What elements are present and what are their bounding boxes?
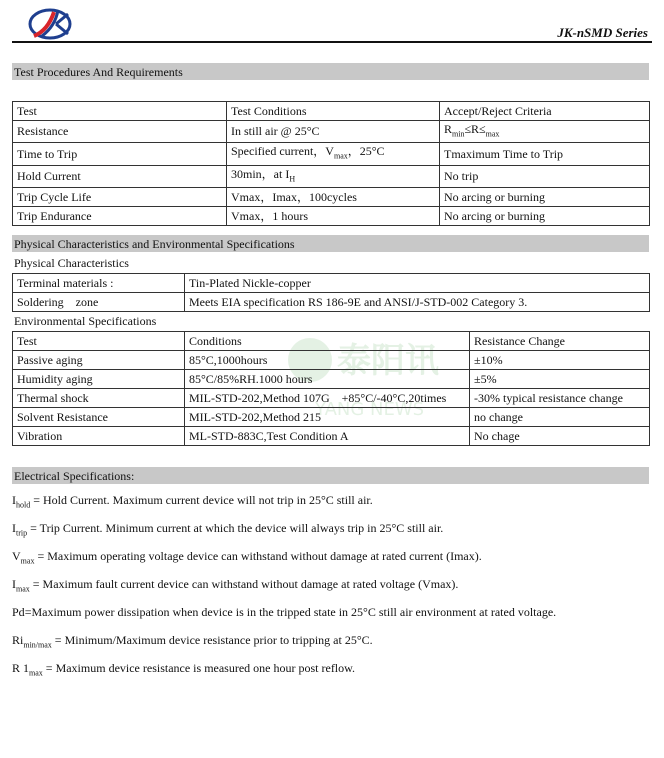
criteria-cell: No arcing or burning: [440, 207, 650, 226]
change-cell: ±5%: [470, 370, 650, 389]
table-row: [13, 207, 650, 226]
table-row: [13, 165, 650, 187]
test-cell: Trip Cycle Life: [13, 188, 227, 207]
condition-cell: ML-STD-883C,Test Condition A: [185, 427, 470, 446]
test-cell: Resistance: [13, 121, 227, 143]
header-divider: [12, 41, 652, 43]
table-header-row: [13, 102, 650, 121]
criteria-cell: No trip: [440, 165, 650, 187]
watermark-cn-text: 泰阳讯: [337, 341, 439, 381]
definition-ri: $Ri_{min/max}$ = Minimum/Maximum device resistance prior to tripping at 25°C.: [12, 633, 373, 650]
condition-cell: MIL-STD-202,Method 107G +85°C/-40°C,20times: [185, 389, 470, 408]
environmental-table: [12, 331, 650, 446]
criteria-cell: Tmaximum Time to Trip: [440, 143, 650, 165]
table-row: [13, 408, 650, 427]
section-test-procedures: Test Procedures And Requirements: [12, 63, 649, 80]
header-cell: Accept/Reject Criteria: [440, 102, 650, 121]
header-cell: Test: [13, 102, 227, 121]
section-electrical: Electrical Specifications:: [12, 467, 649, 484]
company-logo-icon: [26, 6, 72, 40]
property-cell: Soldering zone: [13, 293, 185, 312]
header-cell: Conditions: [185, 332, 470, 351]
table-header-row: [13, 332, 650, 351]
test-cell: Time to Trip: [13, 143, 227, 165]
definition-ihold: $I_{hold}$ = Hold Current. Maximum current device will not trip in 25°C still air.: [12, 493, 373, 510]
table-row: [13, 351, 650, 370]
condition-cell: Vmax，Imax，100cycles: [227, 188, 440, 207]
condition-cell: MIL-STD-202,Method 215: [185, 408, 470, 427]
change-cell: ±10%: [470, 351, 650, 370]
definition-itrip: $I_{trip}$ = Trip Current. Minimum current at which the device will always trip in 25°C still air.: [12, 521, 444, 538]
change-cell: -30% typical resistance change: [470, 389, 650, 408]
definition-imax: $I_{max}$ = Maximum fault current device can withstand without damage at rated voltage (Vmax).: [12, 577, 459, 594]
environmental-subhead: Environmental Specifications: [14, 314, 157, 328]
condition-cell: 85°C,1000hours: [185, 351, 470, 370]
physical-table: [12, 273, 650, 312]
criteria-cell: $R_{min}\le R\le_{max}$: [440, 121, 650, 143]
table-row: [13, 274, 650, 293]
criteria-cell: No arcing or burning: [440, 188, 650, 207]
test-cell: Vibration: [13, 427, 185, 446]
condition-cell: 85°C/85%RH.1000 hours: [185, 370, 470, 389]
definition-vmax: $V_{max}$ = Maximum operating voltage device can withstand without damage at rated current (Imax).: [12, 549, 482, 566]
header-cell: Test Conditions: [227, 102, 440, 121]
property-cell: Terminal materials :: [13, 274, 185, 293]
test-procedures-table: [12, 101, 650, 226]
test-cell: Trip Endurance: [13, 207, 227, 226]
table-row: [13, 143, 650, 165]
watermark-en-text: YANG NEWS: [315, 399, 425, 420]
definition-pd: Pd=Maximum power dissipation when device is in the tripped state in 25°C still air environment at rated voltage.: [12, 605, 557, 619]
table-row: [13, 121, 650, 143]
table-row: [13, 293, 650, 312]
test-cell: Hold Current: [13, 165, 227, 187]
test-cell: Thermal shock: [13, 389, 185, 408]
section-physical: Physical Characteristics and Environmental Specifications: [12, 235, 649, 252]
series-title: JK-nSMD Series: [557, 25, 648, 40]
table-row: [13, 188, 650, 207]
condition-cell: In still air @ 25°C: [227, 121, 440, 143]
physical-subhead: Physical Characteristics: [14, 256, 129, 270]
condition-cell: Vmax，1 hours: [227, 207, 440, 226]
definition-r1max: R $1_{max}$ = Maximum device resistance is measured one hour post reflow.: [12, 661, 356, 678]
condition-cell: Specified current，$V_{max}$，25°C: [227, 143, 440, 165]
table-row: [13, 370, 650, 389]
test-cell: Passive aging: [13, 351, 185, 370]
change-cell: No chage: [470, 427, 650, 446]
change-cell: no change: [470, 408, 650, 427]
table-row: [13, 427, 650, 446]
header-cell: Resistance Change: [470, 332, 650, 351]
table-row: [13, 389, 650, 408]
test-cell: Humidity aging: [13, 370, 185, 389]
condition-cell: 30min，at $I_H$: [227, 165, 440, 187]
test-cell: Solvent Resistance: [13, 408, 185, 427]
header-cell: Test: [13, 332, 185, 351]
value-cell: Meets EIA specification RS 186-9E and ANSI/J-STD-002 Category 3.: [185, 293, 650, 312]
value-cell: Tin-Plated Nickle-copper: [185, 274, 650, 293]
